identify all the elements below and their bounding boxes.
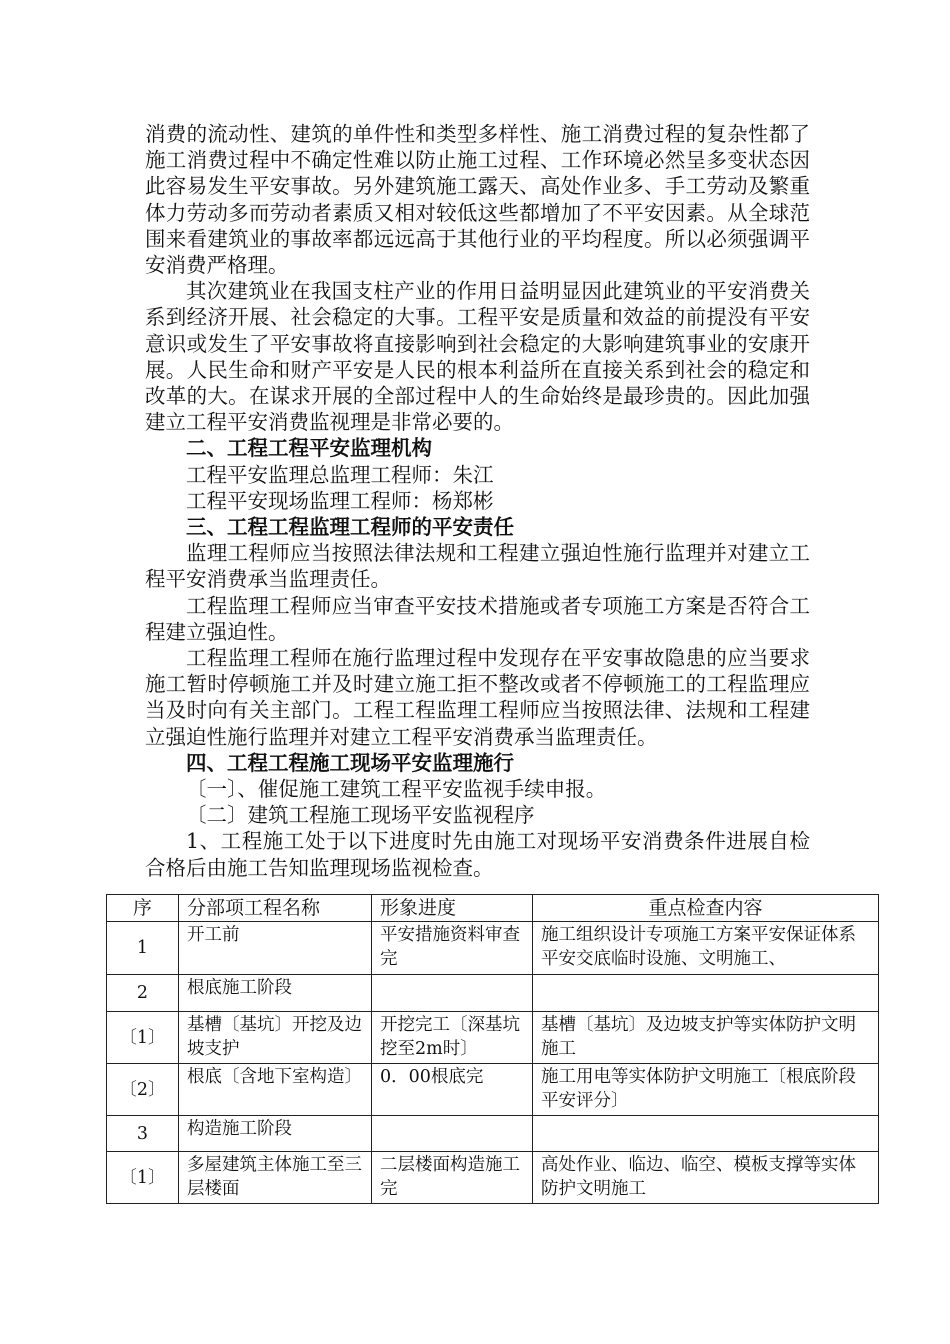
table-row: [107, 1012, 879, 1064]
table-header-row: [107, 895, 879, 922]
paragraph: 工程平安监理总监理工程师：朱江: [186, 462, 494, 487]
paragraph: 工程监理工程师在施行监理过程中发现存在平安事故隐患的应当要求施工暂时停顿施工并及时建立施工拒不整改或者不停顿施工的工程监理应当及时向有关主部门。工程工程监理工程师应当按照法律、法规和工程建立强迫性施行监理并对建立工程平安消费承当监理责任。: [145, 646, 810, 749]
table-cell: [372, 1116, 533, 1152]
table-cell: [533, 975, 879, 1012]
table-cell: 基槽〔基坑〕及边坡支护等实体防护文明施工: [533, 1012, 879, 1064]
header-cell: 形象进度: [372, 895, 533, 922]
section-heading: 二、工程工程平安监理机构: [186, 436, 432, 461]
inspection-table: [106, 894, 879, 1204]
body-text: [145, 121, 810, 881]
table-cell: 〔1〕: [107, 1012, 179, 1064]
paragraph: 消费的流动性、建筑的单件性和类型多样性、施工消费过程的复杂性都了施工消费过程中不确定性难以防止施工过程、工作环境必然呈多变状态因此容易发生平安事故。另外建筑施工露天、高处作业多、手工劳动及繁重体力劳动多而劳动者素质又相对较低这些都增加了不平安因素。从全球范围来看建筑业的事故率都远远高于其他行业的平均程度。所以必须强调平安消费严格理。: [145, 122, 810, 278]
table-cell: 基槽〔基坑〕开挖及边坡支护: [179, 1012, 372, 1064]
table-cell: 〔2〕: [107, 1064, 179, 1116]
header-cell: 重点检查内容: [533, 895, 879, 922]
table-cell: 〔1〕: [107, 1152, 179, 1204]
paragraph: 其次建筑业在我国支柱产业的作用日益明显因此建筑业的平安消费关系到经济开展、社会稳定的大事。工程平安是质量和效益的前提没有平安意识或发生了平安事故将直接影响到社会稳定的大影响建筑事业的安康开展。人民生命和财产平安是人民的根本利益所在直接关系到社会的稳定和改革的大。在谋求开展的全部过程中人的生命始终是最珍贵的。因此加强建立工程平安消费监视理是非常必要的。: [145, 279, 810, 435]
paragraph: 1、工程施工处于以下进度时先由施工对现场平安消费条件进展自检合格后由施工告知监理现场监视检查。: [145, 829, 810, 880]
table-cell: 根底〔含地下室构造〕: [179, 1064, 372, 1116]
section-heading: 三、工程工程监理工程师的平安责任: [186, 515, 514, 540]
table-cell: 开工前: [179, 922, 372, 975]
table-cell: 1: [107, 922, 179, 975]
paragraph: 〔一〕、催促施工建筑工程平安监视手续申报。: [186, 777, 607, 802]
table-cell: 0．00根底完: [372, 1064, 533, 1116]
paragraph: 工程监理工程师应当审查平安技术措施或者专项施工方案是否符合工程建立强迫性。: [145, 593, 810, 644]
paragraph: 监理工程师应当按照法律法规和工程建立强迫性施行监理并对建立工程平安消费承当监理责任。: [145, 541, 810, 592]
table-cell: [533, 1116, 879, 1152]
paragraph: 〔二〕建筑工程施工现场平安监视程序: [186, 803, 535, 828]
table-cell: 施工组织设计专项施工方案平安保证体系平安交底临时设施、文明施工、: [533, 922, 879, 975]
table-cell: 构造施工阶段: [179, 1116, 372, 1152]
table-cell: 根底施工阶段: [179, 975, 372, 1012]
table-cell: 3: [107, 1116, 179, 1152]
table-row: [107, 975, 879, 1012]
table-row: [107, 922, 879, 975]
table-cell: 2: [107, 975, 179, 1012]
table-cell: 多屋建筑主体施工至三层楼面: [179, 1152, 372, 1204]
table-cell: [372, 975, 533, 1012]
header-cell: 序: [107, 895, 179, 922]
header-cell: 分部项工程名称: [179, 895, 372, 922]
table-row: [107, 1152, 879, 1204]
table-row: [107, 1116, 879, 1152]
table-cell: 高处作业、临边、临空、模板支撑等实体防护文明施工: [533, 1152, 879, 1204]
table-cell: 开挖完工〔深基坑挖至2m时〕: [372, 1012, 533, 1064]
table-cell: 平安措施资料审查完: [372, 922, 533, 975]
table-cell: 施工用电等实体防护文明施工〔根底阶段平安评分〕: [533, 1064, 879, 1116]
paragraph: 工程平安现场监理工程师：杨郑彬: [186, 488, 494, 513]
table-row: [107, 1064, 879, 1116]
table-cell: 二层楼面构造施工完: [372, 1152, 533, 1204]
section-heading: 四、工程工程施工现场平安监理施行: [186, 750, 514, 775]
